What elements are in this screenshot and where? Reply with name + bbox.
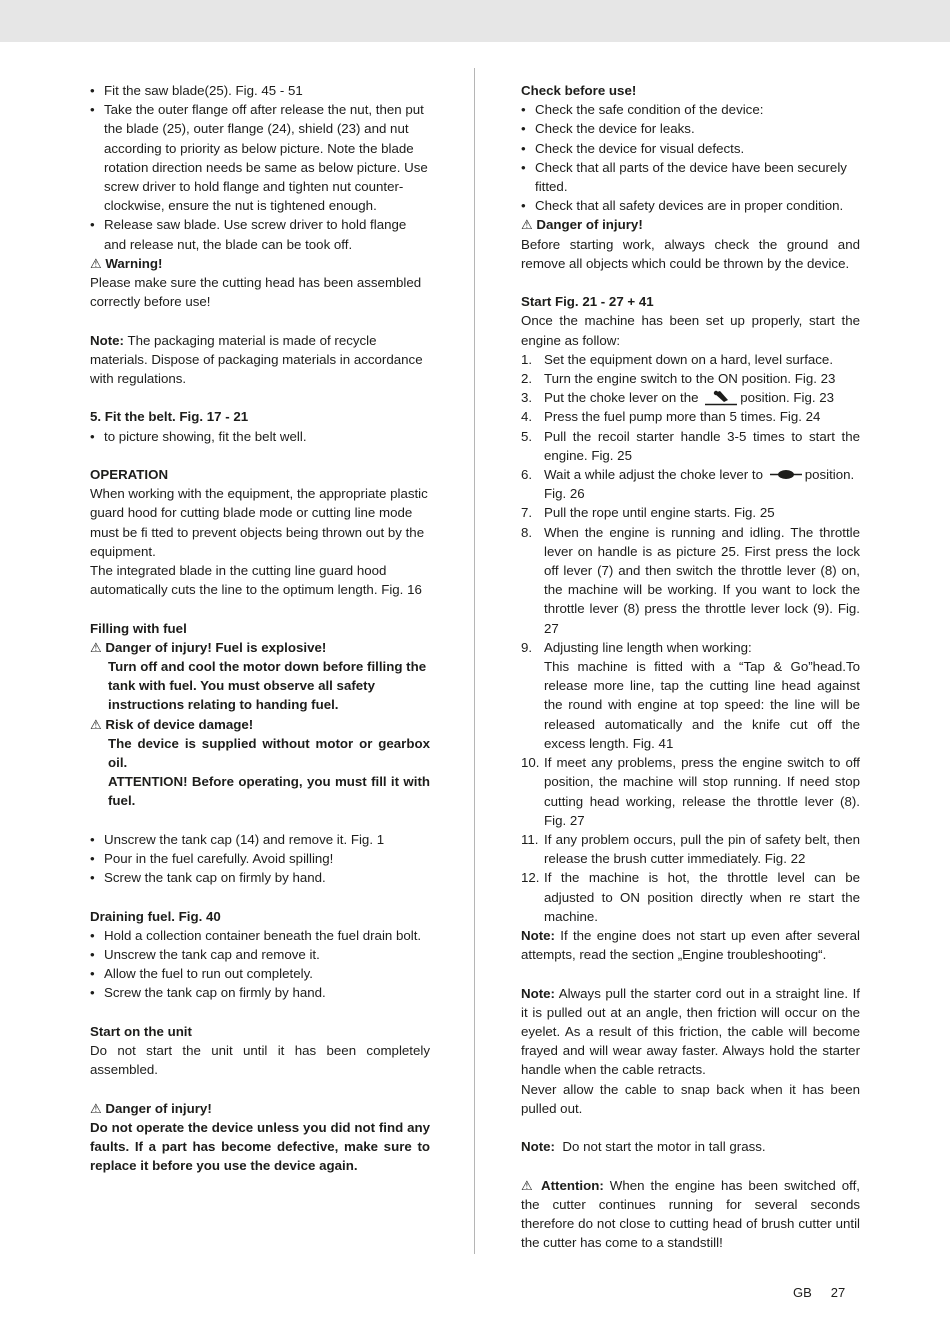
list-item: • Take the outer flange off after release the nut, then put the blade (25), outer flange (24), shield (23) and nut according to priority as below picture. Note the blade rotation direction needs be same as below picture. Use screw driver to hold flange and tighten nut counter-clockwise, ensure the nut is tightened enough.: [90, 102, 428, 214]
attention-note: ⚠ Attention: When the engine has been switched off, the cutter continues running for several seconds therefore do not close to cutting head of brush cutter until the cutter has come to a standstill!: [521, 1177, 860, 1251]
step-item: 3. Put the choke lever on the position. Fig. 23: [521, 390, 835, 406]
attention-text: ATTENTION! Before operating, you must fill it with fuel.: [108, 774, 430, 809]
fuel-danger-text: Turn off and cool the motor down before filling the tank with fuel. You must observe all safety instructions relating to handing fuel.: [108, 659, 427, 713]
warning-triangle-icon: ⚠: [90, 716, 102, 732]
start-unit-text: Do not start the unit until it has been completely assembled.: [90, 1043, 430, 1078]
step-item: 7. Pull the rope until engine starts. Fig. 25: [521, 505, 775, 521]
list-item: • Unscrew the tank cap (14) and remove it. Fig. 1: [90, 831, 385, 847]
page-number: 27: [830, 1285, 846, 1300]
starter-cord-note: Note: Always pull the starter cord out in a straight line. If it is pulled out at an angle, then friction will occur on the eyelet. As a result of this friction, the cable will become frayed and will wear away faster. Always hold the starter handle when the cable retracts.: [521, 985, 860, 1078]
list-item: • Screw the tank cap on firmly by hand.: [90, 870, 326, 886]
choke-open-icon: [769, 466, 803, 483]
warning-triangle-icon: ⚠: [521, 1177, 535, 1193]
step-item: 10. If meet any problems, press the engine switch to off position, the machine will stop running. If need stop cutting head working, release the throttle lever (8). Fig. 27: [521, 755, 860, 828]
step-item: 12. If the machine is hot, the throttle level can be adjusted to ON position directly when re start the machine.: [521, 870, 860, 924]
fuel-heading: Filling with fuel: [90, 620, 187, 636]
step-item: 8. When the engine is running and idling. The throttle lever on handle is as picture 25. First press the lock off lever (7) and then switch the throttle lever (8) on, the machine will be working. If you want to lock the throttle lever (8) press the throttle lever lock (9). Fig. 27: [521, 524, 860, 636]
check-heading: Check before use!: [521, 83, 637, 98]
top-band: [0, 0, 950, 42]
warning-triangle-icon: ⚠: [90, 255, 102, 271]
danger-heading: ⚠ Danger of injury!: [90, 1100, 212, 1116]
right-column: [521, 81, 860, 1252]
start-intro: Once the machine has been set up properly, start the engine as follow:: [521, 313, 860, 348]
list-item: • Check the safe condition of the device:: [521, 102, 764, 118]
start-unit-heading: Start on the unit: [90, 1023, 192, 1039]
step-item: 2. Turn the engine switch to the ON position. Fig. 23: [521, 371, 836, 387]
operation-paragraph: When working with the equipment, the appropriate plastic guard hood for cutting blade mode or cutting line mode must be fi tted to prevent objects being thrown out by the equipment.: [90, 486, 428, 559]
danger-text: Before starting work, always check the ground and remove all objects which could be thrown by the device.: [521, 236, 860, 271]
start-heading: Start Fig. 21 - 27 + 41: [521, 294, 654, 310]
starter-cord-note-2: Never allow the cable to snap back when it has been pulled out.: [521, 1081, 860, 1116]
danger-heading: ⚠ Danger of injury!: [521, 217, 643, 233]
warning-text: Please make sure the cutting head has been assembled correctly before use!: [90, 275, 422, 310]
damage-heading: ⚠ Risk of device damage!: [90, 716, 254, 732]
belt-heading: 5. Fit the belt. Fig. 17 - 21: [90, 409, 249, 425]
column-divider: [474, 68, 475, 1254]
warning-triangle-icon: ⚠: [521, 217, 533, 233]
list-item: • Check the device for visual defects.: [521, 140, 745, 156]
fuel-danger-heading: ⚠ Danger of injury! Fuel is explosive!: [90, 639, 327, 655]
step-item: 11. If any problem occurs, pull the pin of safety belt, then release the brush cutter immediately. Fig. 22: [521, 831, 860, 867]
tall-grass-note: Note: Do not start the motor in tall grass.: [521, 1139, 766, 1155]
warning-triangle-icon: ⚠: [90, 1100, 102, 1116]
step-item: 1. Set the equipment down on a hard, level surface.: [521, 351, 834, 367]
left-column: [90, 81, 430, 1175]
list-item: • Check that all parts of the device have been securely fitted.: [521, 159, 847, 195]
list-item: • Unscrew the tank cap and remove it.: [90, 947, 320, 963]
page-footer: [793, 1283, 864, 1302]
operation-heading: OPERATION: [90, 467, 169, 483]
step-item: 9. Adjusting line length when working:: [521, 639, 752, 655]
danger-text: Do not operate the device unless you did not find any faults. If a part has become defective, make sure to replace it before you use the device again.: [90, 1119, 430, 1174]
step-item: 5. Pull the recoil starter handle 3-5 times to start the engine. Fig. 25: [521, 428, 860, 463]
list-item: • Fit the saw blade(25). Fig. 45 - 51: [90, 83, 303, 98]
step-detail: This machine is fitted with a “Tap & Go”head.To release more line, tap the cutting line head against the round with engine at top speed: the line will be released automatically and the knife cut off the excess length. Fig. 41: [544, 659, 860, 751]
warning-triangle-icon: ⚠: [90, 639, 102, 655]
list-item: • Hold a collection container beneath the fuel drain bolt.: [90, 927, 422, 943]
step-item: 4. Press the fuel pump more than 5 times. Fig. 24: [521, 409, 821, 425]
step-item: 6. Wait a while adjust the choke lever to position. Fig. 26: [521, 467, 855, 502]
drain-heading: Draining fuel. Fig. 40: [90, 908, 221, 924]
damage-text: The device is supplied without motor or gearbox oil.: [108, 735, 430, 771]
list-item: • Screw the tank cap on firmly by hand.: [90, 985, 326, 1001]
list-item: • to picture showing, fit the belt well.: [90, 428, 307, 444]
troubleshooting-note: Note: If the engine does not start up even after several attempts, read the section „Engine troubleshooting“.: [521, 927, 860, 963]
operation-paragraph: The integrated blade in the cutting line guard hood automatically cuts the line to the optimum length. Fig. 16: [90, 563, 422, 598]
list-item: • Check that all safety devices are in proper condition.: [521, 198, 844, 214]
list-item: • Release saw blade. Use screw driver to hold flange and release nut, the blade can be took off.: [90, 217, 407, 252]
list-item: • Check the device for leaks.: [521, 121, 695, 137]
list-item: • Pour in the fuel carefully. Avoid spilling!: [90, 851, 334, 867]
warning-heading: ⚠ Warning!: [90, 255, 163, 271]
list-item: • Allow the fuel to run out completely.: [90, 966, 313, 982]
choke-closed-icon: [704, 389, 738, 406]
language-code: GB: [793, 1285, 812, 1300]
packaging-note: Note: The packaging material is made of recycle materials. Dispose of packaging materials in accordance with regulations.: [90, 332, 423, 387]
